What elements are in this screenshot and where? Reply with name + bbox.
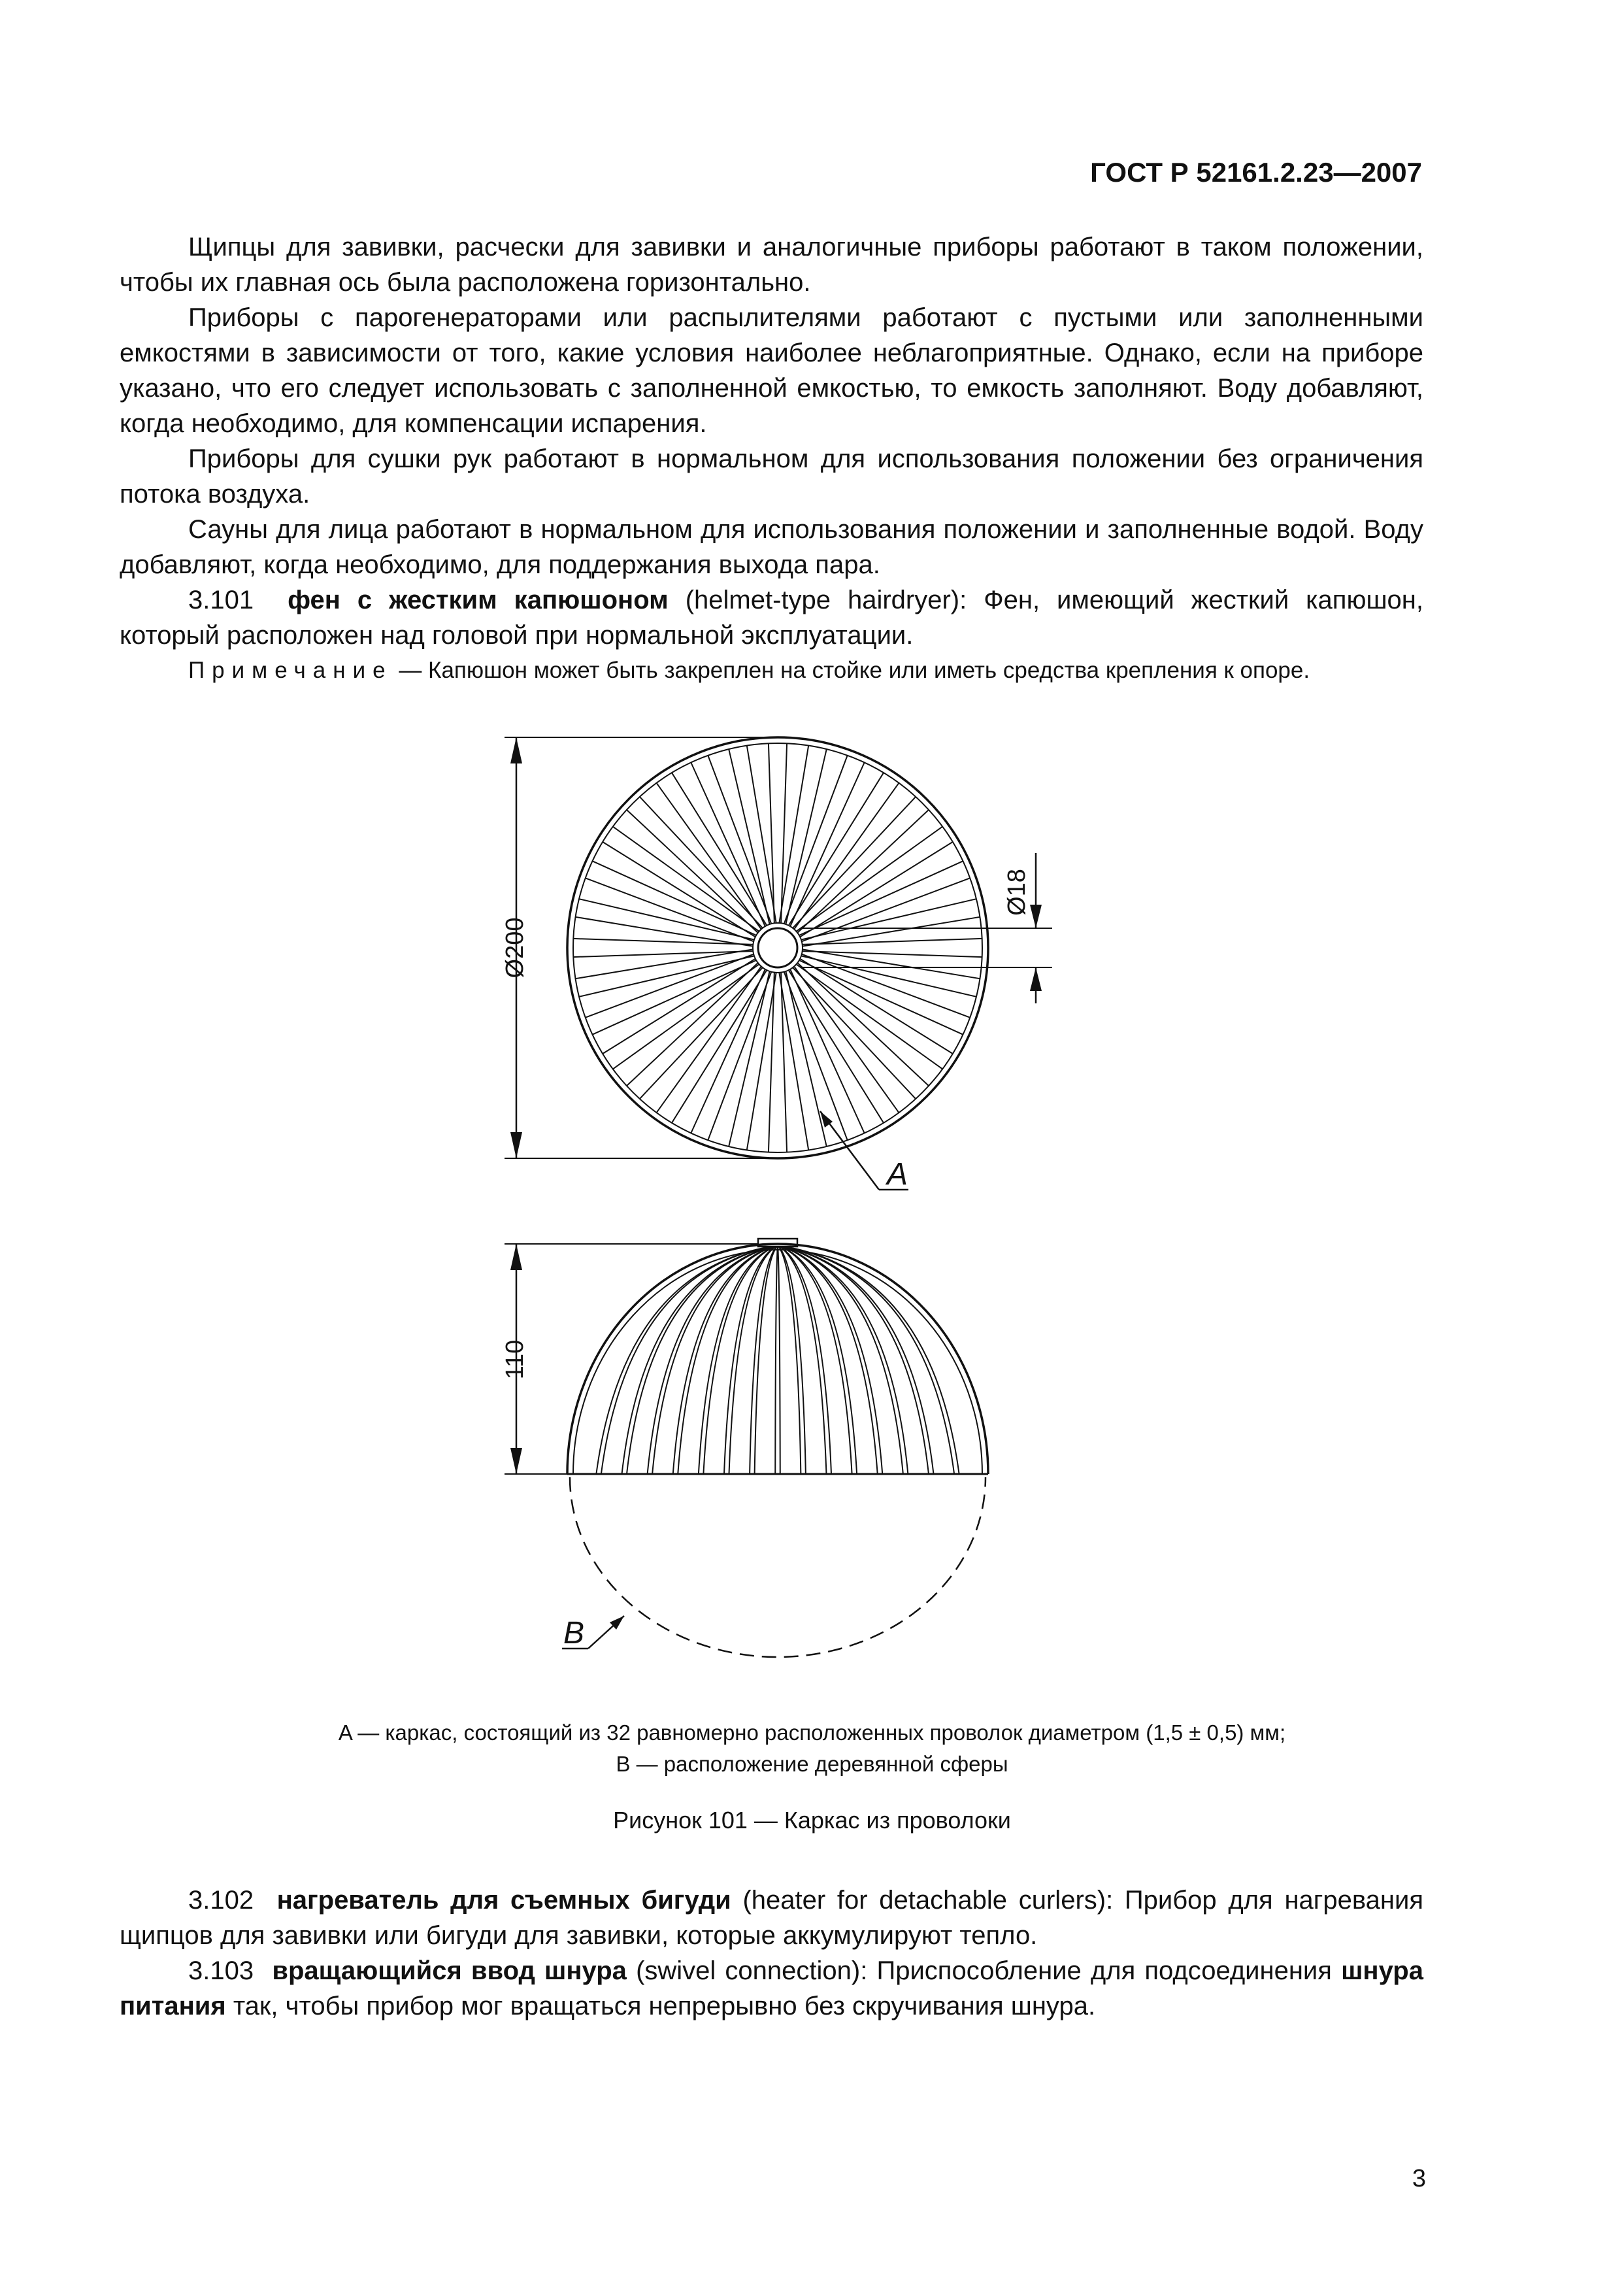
- label-a: A: [887, 1157, 908, 1192]
- dimension-label-18: Ø18: [1003, 869, 1031, 916]
- wooden-sphere-outline: [570, 1477, 986, 1657]
- definition-3-102: [120, 1883, 1423, 1953]
- definition-number: 3.101: [188, 586, 254, 614]
- definition-term: вращающийся ввод шнура: [272, 1956, 627, 1985]
- dome-meridians: [596, 1247, 959, 1474]
- wire-meridian: [775, 1247, 778, 1474]
- label-b: B: [563, 1616, 585, 1650]
- wire-meridian: [780, 1247, 831, 1474]
- definition-text: (swivel connection): Приспособление для подсоединения: [636, 1956, 1332, 1985]
- definition-term: нагреватель для съемных бигуди: [276, 1886, 731, 1915]
- note-label: Примечание: [188, 658, 393, 683]
- wire-meridian: [778, 1247, 780, 1474]
- figure-legend-a: A — каркас, состоящий из 32 равномерно расположенных проволок диаметром (1,5 ± 0,5) мм;: [338, 1720, 1286, 1745]
- wire-meridian: [729, 1247, 776, 1474]
- leader-b: [562, 1616, 624, 1650]
- wire-meridian: [596, 1247, 771, 1474]
- definition-number: 3.103: [188, 1956, 254, 1985]
- page-number: 3: [1412, 2165, 1426, 2192]
- outer-rim: [567, 737, 988, 1158]
- wire-meridian: [621, 1247, 771, 1474]
- wire-meridian: [780, 1247, 827, 1474]
- center-ring: [753, 923, 803, 973]
- definition-term: фен с жестким капюшоном: [288, 586, 669, 614]
- dimension-diameter-200: [501, 737, 774, 1158]
- wire-meridian: [724, 1247, 776, 1474]
- dimension-diameter-18: [801, 853, 1052, 1003]
- center-hole: [758, 928, 797, 967]
- dimension-label-200: Ø200: [501, 917, 529, 979]
- wire-meridian: [755, 1247, 777, 1474]
- definition-text: (helmet-type hairdryer): Фен, имеющий жесткий капюшон, который расположен над головой при нормальной эксплуатации.: [120, 586, 1423, 650]
- wire-meridian: [778, 1247, 801, 1474]
- paragraph-facial-saunas: Сауны для лица работают в нормальном для использования положении и заполненные водой. Воду добавляют, когда необходимо, для поддержания выхода пара.: [120, 515, 1423, 579]
- paragraph-hand-dryers: Приборы для сушки рук работают в нормальном для использования положении без ограничения потока воздуха.: [120, 444, 1423, 509]
- wire-spokes: [573, 743, 982, 1152]
- definition-text: (heater for detachable curlers): Прибор для нагревания щипцов для завивки или бигуди для завивки, которые аккумулируют тепло.: [120, 1886, 1424, 1950]
- figure-legend-b: B — расположение деревянной сферы: [616, 1752, 1008, 1776]
- note-text: — Капюшон может быть закреплен на стойке или иметь средства крепления к опоре.: [399, 658, 1310, 683]
- inner-rim: [573, 743, 982, 1152]
- dimension-label-110: 110: [501, 1339, 529, 1380]
- dome-outline: [567, 1244, 988, 1474]
- side-view: [567, 1239, 988, 1657]
- wire-meridian: [699, 1247, 774, 1474]
- top-view: [567, 737, 988, 1158]
- wire-meridian: [785, 1247, 959, 1474]
- dome-inner-outline: [573, 1250, 982, 1474]
- paragraph-curling-tongs: Щипцы для завивки, расчески для завивки и аналогичные приборы работают в таком положении, чтобы их главная ось была расположена горизонтально.: [120, 233, 1423, 297]
- paragraph-steam-appliances: Приборы с парогенераторами или распылителями работают с пустыми или заполненными емкостями в зависимости от того, какие условия наиболее неблагоприятные. Однако, если на приборе указано, что его следует использовать с заполненной емкостью, то емкость заполняют. Воду добавляют, когда необходимо, для компенсации испарения.: [120, 303, 1423, 438]
- document-header: ГОСТ Р 52161.2.23—2007: [1090, 157, 1422, 188]
- definition-term-secondary: шнура питания: [120, 1956, 1423, 2020]
- wire-meridian: [784, 1247, 933, 1474]
- wire-meridian: [781, 1247, 857, 1474]
- figure-title: Рисунок 101 — Каркас из проволоки: [613, 1807, 1011, 1834]
- definition-text-end: так, чтобы прибор мог вращаться непрерывно без скручивания шнура.: [233, 1992, 1096, 2020]
- definition-3-103: [120, 1953, 1423, 2024]
- definition-number: 3.102: [188, 1886, 254, 1915]
